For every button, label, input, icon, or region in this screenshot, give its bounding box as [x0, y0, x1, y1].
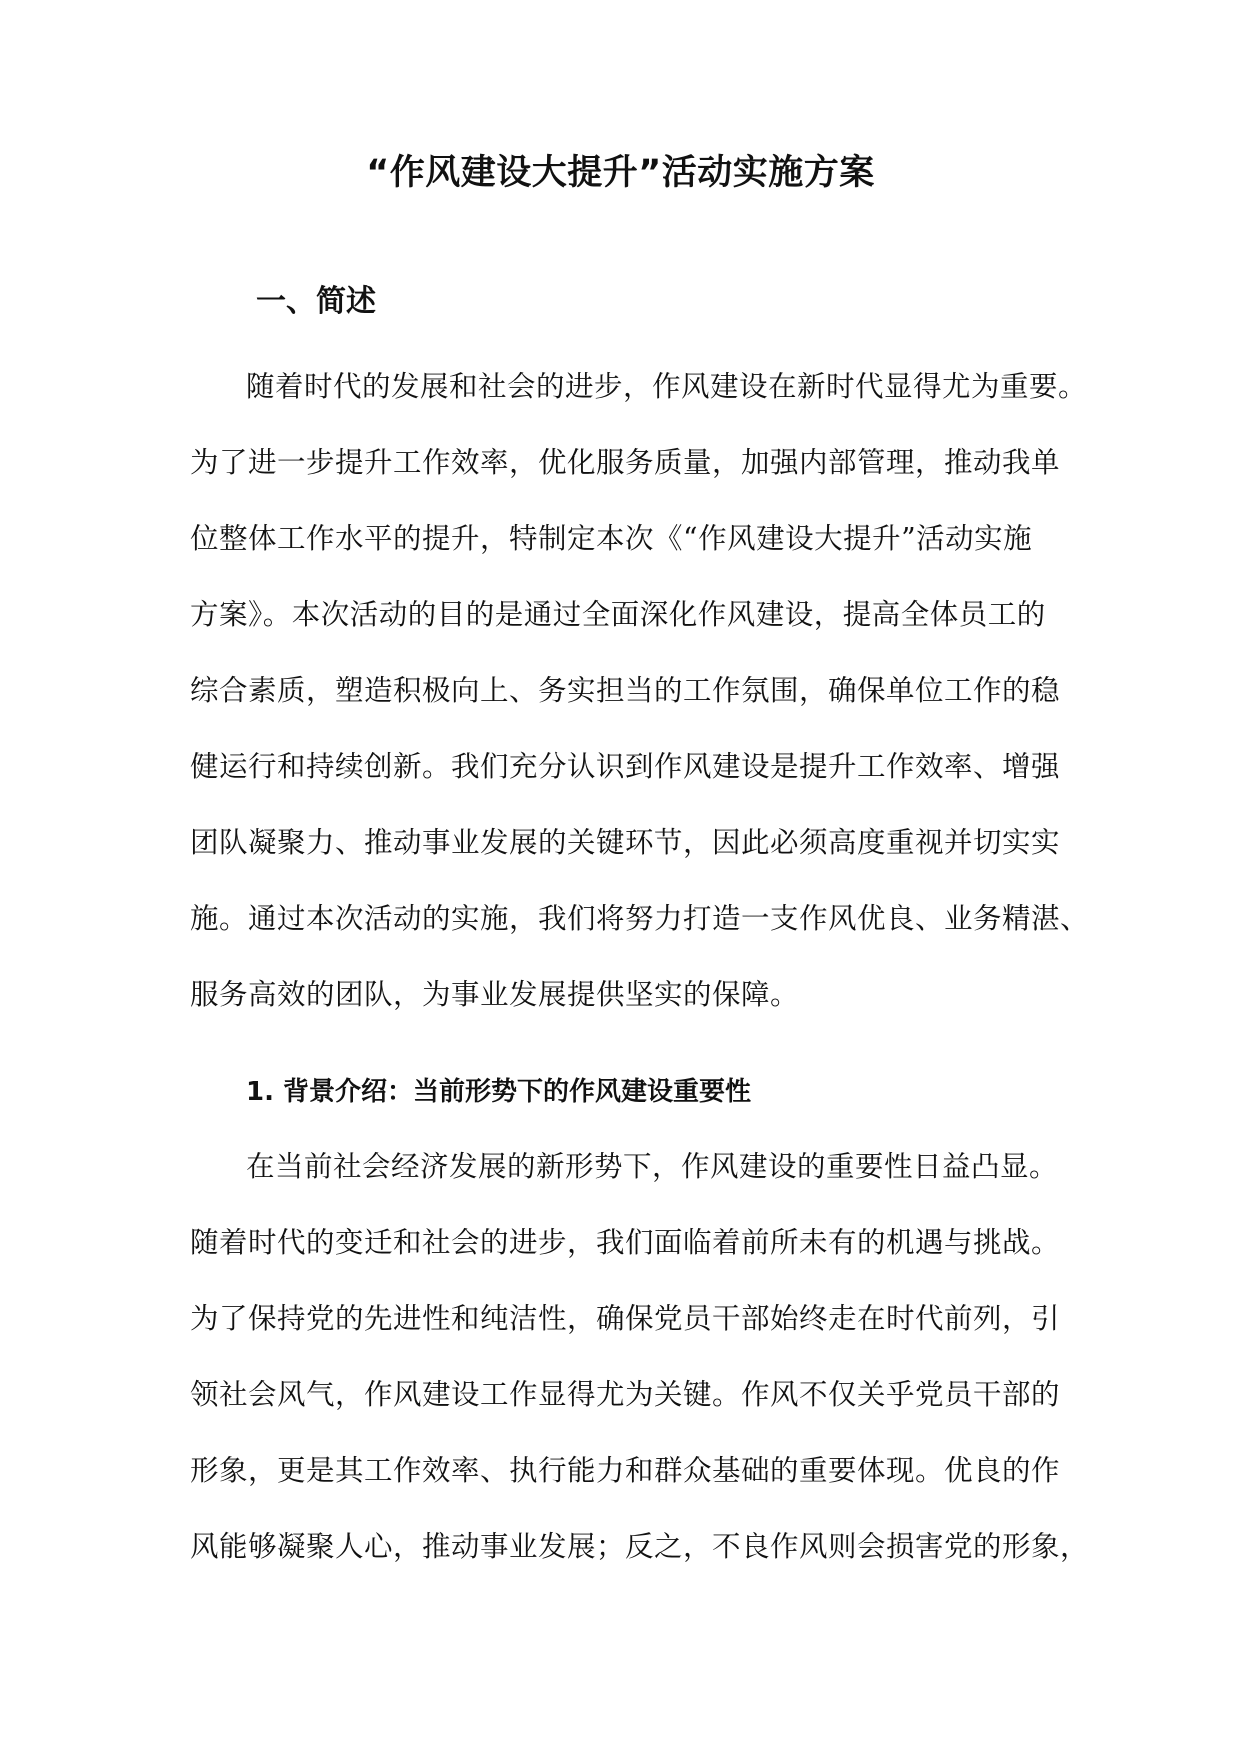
- paragraph-line: 团队凝聚力、推动事业发展的关键环节，因此必须高度重视并切实实: [190, 826, 1061, 859]
- paragraph-line: 服务高效的团队，为事业发展提供坚实的保障。: [190, 978, 800, 1011]
- paragraph-line: 位整体工作水平的提升，特制定本次《“作风建设大提升”活动实施: [190, 522, 1033, 555]
- section-heading-overview: 一、简述: [256, 284, 376, 319]
- background-paragraph: [190, 1147, 1090, 1603]
- paragraph-line: 随着时代的发展和社会的进步，作风建设在新时代显得尤为重要。: [246, 370, 1088, 403]
- paragraph-line: 综合素质，塑造积极向上、务实担当的工作氛围，确保单位工作的稳: [190, 674, 1061, 707]
- paragraph-line: 随着时代的变迁和社会的进步，我们面临着前所未有的机遇与挑战。: [190, 1226, 1061, 1259]
- document-title: “作风建设大提升”活动实施方案: [366, 153, 875, 193]
- paragraph-line: 领社会风气，作风建设工作显得尤为关键。作风不仅关乎党员干部的: [190, 1378, 1061, 1411]
- paragraph-line: 形象，更是其工作效率、执行能力和群众基础的重要体现。优良的作: [190, 1454, 1061, 1487]
- paragraph-line: 在当前社会经济发展的新形势下，作风建设的重要性日益凸显。: [246, 1150, 1059, 1183]
- paragraph-line: 健运行和持续创新。我们充分认识到作风建设是提升工作效率、增强: [190, 750, 1061, 783]
- paragraph-line: 为了保持党的先进性和纯洁性，确保党员干部始终走在时代前列，引: [190, 1302, 1061, 1335]
- subsection-heading-background: 1. 背景介绍：当前形势下的作风建设重要性: [246, 1077, 752, 1107]
- paragraph-line: 方案》。本次活动的目的是通过全面深化作风建设，提高全体员工的: [190, 598, 1046, 631]
- overview-paragraph: [190, 367, 1090, 1051]
- paragraph-line: 风能够凝聚人心，推动事业发展；反之，不良作风则会损害党的形象，: [190, 1530, 1090, 1563]
- paragraph-line: 为了进一步提升工作效率，优化服务质量，加强内部管理，推动我单: [190, 446, 1061, 479]
- paragraph-line: 施。通过本次活动的实施，我们将努力打造一支作风优良、业务精湛、: [190, 902, 1090, 935]
